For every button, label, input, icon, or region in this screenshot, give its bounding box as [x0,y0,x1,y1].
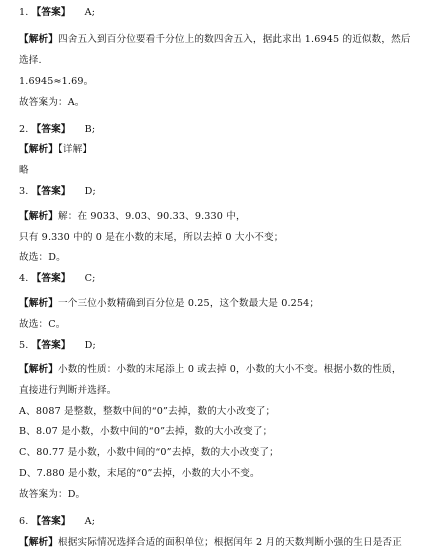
body-text: 故选：D。 [19,252,66,263]
answer-choice: D; [84,186,96,197]
text-line [19,318,436,331]
answer-line [19,272,436,285]
answer-line [19,515,436,528]
question-number: 4. [19,273,32,284]
body-text: 根据实际情况选择合适的面积单位；根据闰年 2 月的天数判断小强的生日是否正 [57,537,402,548]
body-text: 选择. [19,55,42,66]
answer-label: 【答案】 [31,273,71,284]
answer-line [19,6,436,19]
analysis-line [19,143,436,156]
text-line [19,231,436,244]
question-number: 1. [19,7,32,18]
text-line [19,425,436,438]
body-text: 故答案为：A。 [19,97,85,108]
answer-label: 【答案】 [31,516,71,527]
body-text: 略 [19,165,29,176]
analysis-line [19,210,436,223]
text-line [19,75,436,88]
body-text: D、7.880 是小数，末尾的“0”去掉，小数的大小不变。 [19,468,260,479]
answer-label: 【答案】 [31,124,71,135]
text-line [19,164,436,177]
body-text: 四舍五入到百分位要看千分位上的数四舍五入，据此求出 1.6945 的近似数，然后 [57,34,411,45]
analysis-label: 【解析】 [19,298,58,309]
body-text: 只有 9.330 中的 0 是在小数的末尾，所以去掉 0 大小不变； [19,232,284,243]
analysis-line [19,363,436,376]
answer-line [19,123,436,136]
analysis-label: 【解析】 [19,144,58,155]
body-text: 直接进行判断并选择。 [19,385,117,396]
question-number: 5. [19,340,32,351]
analysis-line [19,536,436,549]
answer-label: 【答案】 [31,7,71,18]
text-line [19,488,436,501]
answer-choice: A; [84,516,96,527]
analysis-label: 【解析】 [19,364,58,375]
body-text: 1.6945≈1.69。 [19,76,94,87]
body-text: B、8.07 是小数，小数中间的“0”去掉，数的大小改变了； [19,426,273,437]
body-text: 故选：C。 [19,319,66,330]
text-line [19,251,436,264]
answer-line [19,185,436,198]
answer-choice: A; [84,7,96,18]
text-line [19,96,436,109]
text-line [19,54,436,67]
analysis-label: 【解析】 [19,34,58,45]
analysis-label: 【解析】 [19,211,58,222]
analysis-label: 【解析】 [19,537,58,548]
answer-choice: D; [84,340,96,351]
text-line [19,405,436,418]
analysis-line [19,297,436,310]
text-line [19,467,436,480]
answer-choice: C; [84,273,96,284]
body-text: A、8087 是整数，整数中间的“0”去掉，数的大小改变了； [19,406,276,417]
body-text: 【详解】 [57,144,93,155]
question-number: 2. [19,124,32,135]
text-line [19,446,436,459]
body-text: 一个三位小数精确到百分位是 0.25，这个数最大是 0.254； [57,298,320,309]
body-text: 小数的性质：小数的末尾添上 0 或去掉 0，小数的大小不变。根据小数的性质， [57,364,402,375]
answer-label: 【答案】 [31,340,71,351]
answer-label: 【答案】 [31,186,71,197]
question-number: 3. [19,186,32,197]
analysis-line [19,33,436,46]
body-text: 故答案为：D。 [19,489,86,500]
answer-choice: B; [84,124,96,135]
body-text: C、80.77 是小数，小数中间的“0”去掉，数的大小改变了； [19,447,279,458]
text-line [19,384,436,397]
question-number: 6. [19,516,32,527]
answer-line [19,339,436,352]
body-text: 解：在 9033、9.03、90.33、9.330 中， [57,211,246,222]
